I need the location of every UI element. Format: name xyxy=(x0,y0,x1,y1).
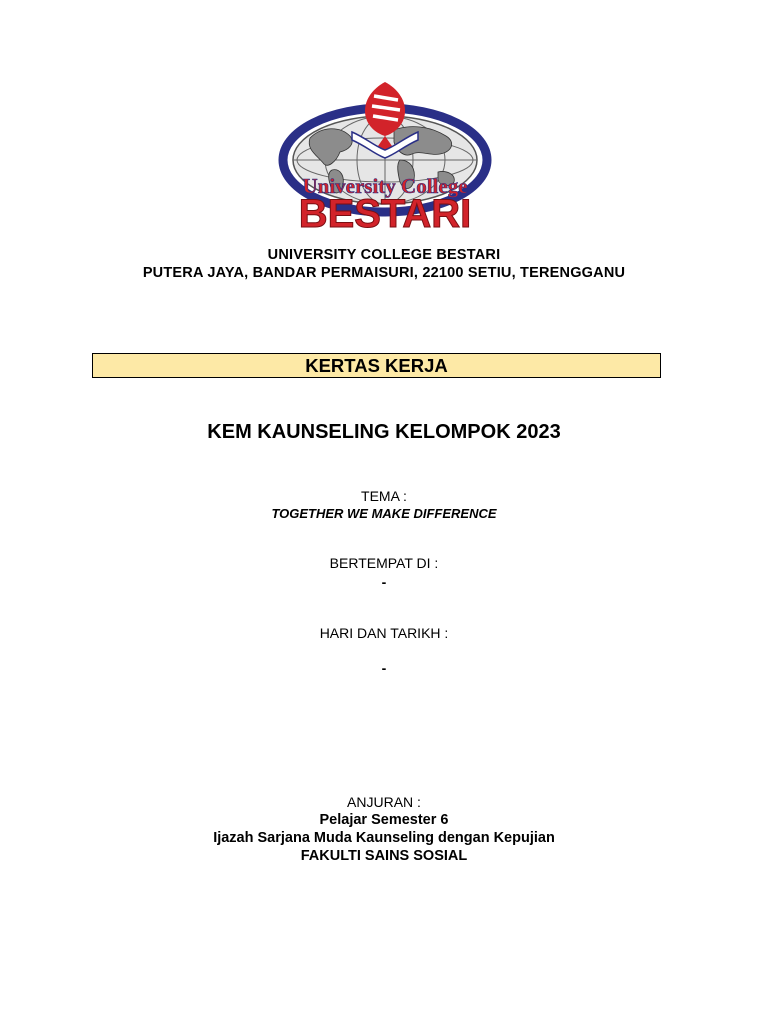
venue-label: BERTEMPAT DI : xyxy=(329,555,439,571)
organizer-program: Ijazah Sarjana Muda Kaunseling dengan Kepujian xyxy=(213,830,555,846)
document-type-box xyxy=(92,353,661,378)
college-logo xyxy=(270,80,500,232)
theme-value: TOGETHER WE MAKE DIFFERENCE xyxy=(271,506,497,521)
document-type-label: KERTAS KERJA xyxy=(305,355,448,376)
logo-text-main: BESTARI xyxy=(298,192,472,232)
date-label: HARI DAN TARIKH : xyxy=(319,625,449,641)
institution-name: UNIVERSITY COLLEGE BESTARI xyxy=(267,247,501,263)
organizer-faculty: FAKULTI SAINS SOSIAL xyxy=(300,848,468,864)
date-value: - xyxy=(381,660,387,676)
organizer-label: ANJURAN : xyxy=(347,794,421,810)
institution-address: PUTERA JAYA, BANDAR PERMAISURI, 22100 SETIU, TERENGGANU xyxy=(142,265,626,281)
logo-graphic xyxy=(270,80,500,232)
document-title: KEM KAUNSELING KELOMPOK 2023 xyxy=(207,421,561,443)
logo-text-top: University College xyxy=(302,174,468,198)
theme-label: TEMA : xyxy=(361,488,407,504)
venue-value: - xyxy=(381,574,387,590)
organizer-students: Pelajar Semester 6 xyxy=(319,812,449,828)
